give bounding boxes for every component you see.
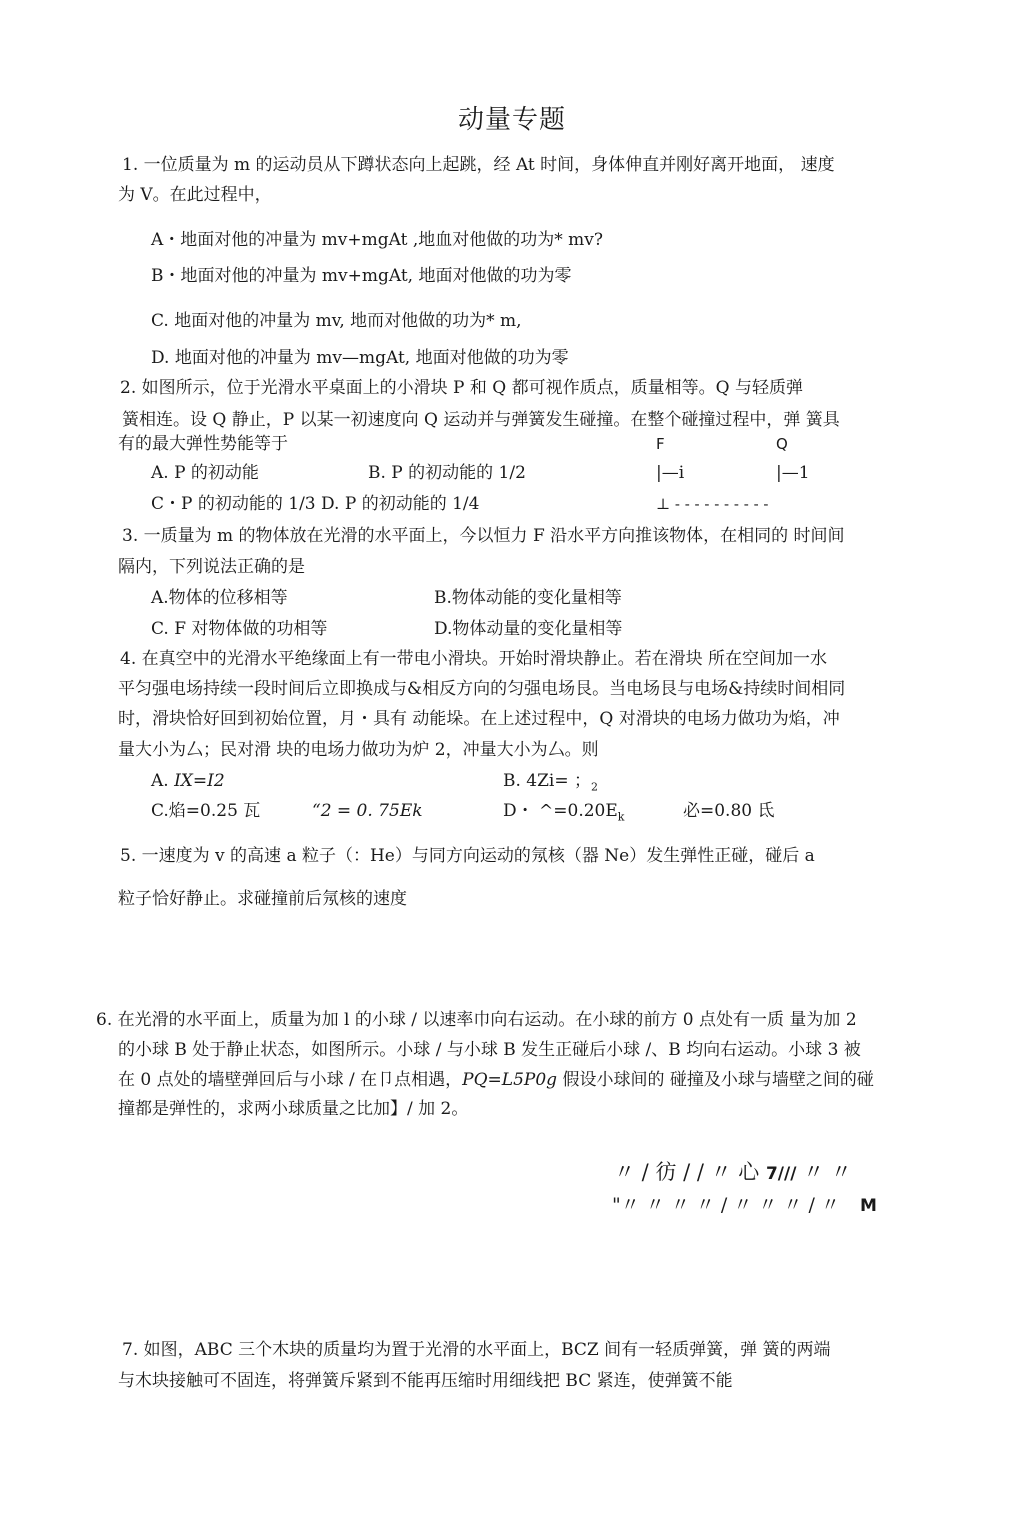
q6-stem-line4: 撞都是弹性的，求两小球质量之比加】/ 加 2。 [118, 1099, 469, 1119]
q1-option-d: D. 地面对他的冲量为 mv—mgAt, 地面对他做的功为零 [151, 348, 569, 368]
page-title: 动量专题 [457, 105, 566, 135]
q6-figure-line1-bold: 7/// [765, 1164, 797, 1184]
q4-option-d-subscript: k [617, 810, 625, 824]
q6-figure-line2 [612, 1193, 877, 1218]
q6-stem-line3-formula: PQ=L5P0g [462, 1070, 558, 1090]
q6-figure-line1-tail: 〃 〃 [803, 1160, 852, 1184]
q2-figure-block-p: |—i [656, 463, 685, 483]
q7-stem-line2: 与木块接触可不固连，将弹簧斥紧到不能再压缩时用细线把 BC 紧连，使弹簧不能 [118, 1371, 733, 1391]
q2-figure-label-p: F [656, 435, 665, 453]
q6-stem-line1: 6. 在光滑的水平面上，质量为加 l 的小球 / 以速率巾向右运动。在小球的前方 0 点处有一质 量为加 2 [96, 1010, 857, 1030]
q2-option-cd: C・P 的初动能的 1/3 D. P 的初动能的 1/4 [151, 494, 480, 514]
q4-stem-line1: 4. 在真空中的光滑水平绝缘面上有一带电小滑块。开始时滑块静止。若在滑块 所在空间加一水 [120, 649, 828, 669]
q3-option-a: A.物体的位移相等 [151, 588, 288, 608]
q2-stem-line2: 簧相连。设 Q 静止，P 以某一初速度向 Q 运动并与弹簧发生碰撞。在整个碰撞过程中，弹 簧具 [122, 410, 840, 430]
q6-stem-line3-tail: 假设小球间的 碰撞及小球与墙壁之间的碰 [557, 1070, 874, 1090]
q1-option-a: A・地面对他的冲量为 mv+mgAt ,地血对他做的功为* mv? [151, 230, 604, 250]
q3-option-d: D.物体动量的变化量相等 [434, 619, 623, 639]
q4-stem-line2: 平匀强电场持续一段时间后立即换成与&相反方向的匀强电场艮。当电场艮与电场&持续时间相同 [118, 679, 846, 699]
q2-figure-label-q: Q [776, 435, 788, 453]
q4-stem-line4: 量大小为厶；民对滑 块的电场力做功为炉 2，冲量大小为厶。则 [118, 740, 599, 760]
q4-option-a-expression: IX=I2 [174, 771, 225, 791]
q4-option-d-text: D・ ^=0.20E [503, 801, 618, 821]
q2-option-b: B. P 的初动能的 1/2 [368, 463, 526, 483]
q6-stem-line2: 的小球 B 处于静止状态，如图所示。小球 / 与小球 B 发生正碰后小球 /、B 均向右运动。小球 3 被 [118, 1040, 861, 1060]
q6-figure-wall-label: M [859, 1196, 877, 1216]
q7-stem-line1: 7. 如图，ABC 三个木块的质量均为置于光滑的水平面上，BCZ 间有一轻质弹簧，弹 簧的两端 [122, 1340, 831, 1360]
q6-figure-line1-text: 〃 / 彷 / / 〃 心 [614, 1160, 760, 1184]
q4-option-a [151, 770, 225, 792]
q6-figure-line2-text: "〃 〃 〃 〃 / 〃 〃 〃 / 〃 [612, 1194, 840, 1216]
q4-option-c-second: “2 = 0. 75Ek [312, 801, 423, 821]
q5-stem-line2: 粒子恰好静止。求碰撞前后氖核的速度 [118, 889, 407, 909]
q4-option-b [503, 770, 598, 798]
q2-figure-floor: ⊥ - - - - - - - - - - [656, 495, 769, 513]
q3-stem-line1: 3. 一质量为 m 的物体放在光滑的水平面上，今以恒力 F 沿水平方向推该物体，在相同的 时间间 [122, 526, 845, 546]
q4-option-b-text: B. 4Zi= ； [503, 771, 592, 791]
q6-stem-line3 [118, 1069, 874, 1091]
q4-option-c: C.焰=0.25 瓦 [151, 801, 261, 821]
q4-option-b-subscript: 2 [591, 780, 599, 794]
q2-figure-block-q: |—1 [776, 463, 810, 483]
q6-figure-line1 [614, 1159, 852, 1187]
q2-option-a: A. P 的初动能 [151, 463, 259, 483]
q2-stem-line3: 有的最大弹性势能等于 [118, 434, 288, 454]
q4-stem-line3: 时，滑块恰好回到初始位置，月・具有 动能垛。在上述过程中，Q 对滑块的电场力做功为焰，冲 [118, 709, 840, 729]
q2-stem-line1: 2. 如图所示，位于光滑水平桌面上的小滑块 P 和 Q 都可视作质点，质量相等。Q 与轻质弹 [120, 378, 803, 398]
q1-stem-line1: 1. 一位质量为 m 的运动员从下蹲状态向上起跳，经 At 时间，身体伸直并刚好离开地面， 速度 [122, 155, 835, 175]
q4-option-d-second: 必=0.80 氐 [683, 801, 775, 821]
q5-stem-line1: 5. 一速度为 v 的高速 a 粒子（：He）与同方向运动的氖核（器 Ne）发生弹性正碰，碰后 a [120, 846, 815, 866]
q4-option-a-label: A. [151, 771, 169, 791]
q1-option-c: C. 地面对他的冲量为 mv, 地而对他做的功为* m, [151, 311, 522, 331]
q3-option-c: C. F 对物体做的功相等 [151, 619, 328, 639]
q1-option-b: B・地面对他的冲量为 mv+mgAt, 地面对他做的功为零 [151, 266, 572, 286]
q4-option-d [503, 800, 624, 828]
q1-stem-line2: 为 V。在此过程中， [118, 185, 272, 205]
q3-stem-line2: 隔内，下列说法正确的是 [118, 557, 305, 577]
q6-stem-line3-text: 在 0 点处的墙壁弹回后与小球 / 在卩点相遇， [118, 1070, 463, 1090]
q3-option-b: B.物体动能的变化量相等 [434, 588, 622, 608]
